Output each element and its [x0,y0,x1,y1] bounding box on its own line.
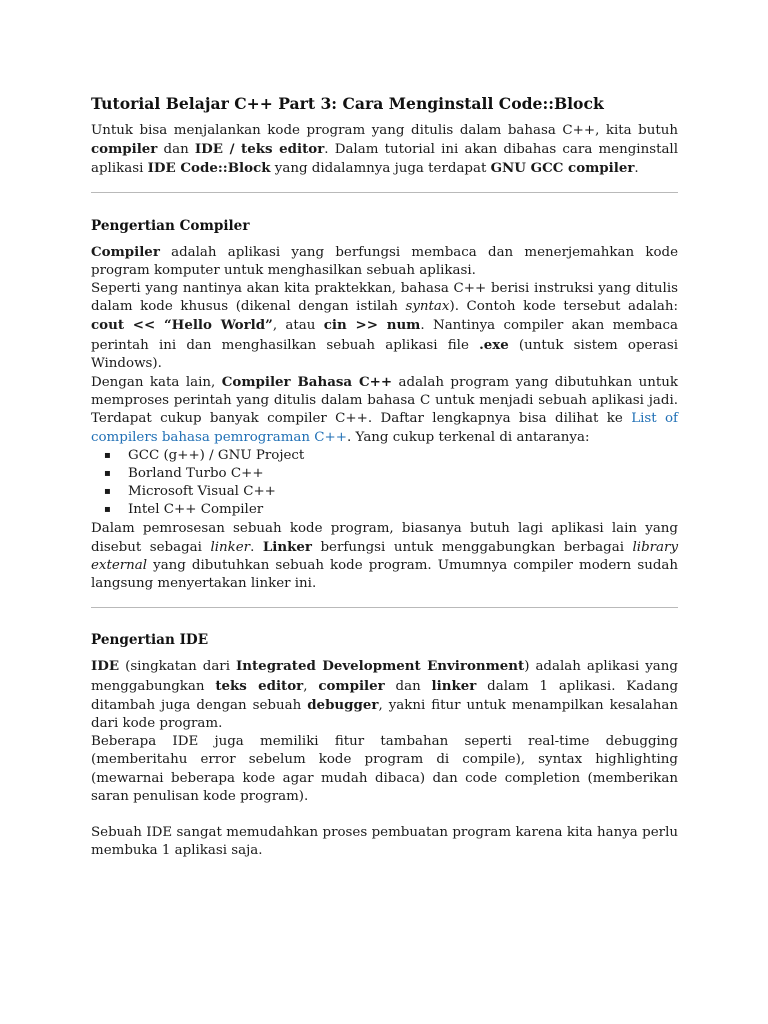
compiler-list [91,447,678,520]
article-body [91,94,678,861]
intro-paragraph: Untuk bisa menjalankan kode program yang ditulis dalam bahasa C++, kita butuh compiler dan IDE / teks editor. Dalam tutorial ini akan dibahas cara menginstall aplikasi IDE Code::Block yang didalamnya juga terdapat GNU GCC compiler. [91,123,678,177]
ide-paragraph-3: Sebuah IDE sangat memudahkan proses pembuatan program karena kita hanya perlu membuka 1 aplikasi saja. [91,825,678,859]
section-divider [91,192,678,193]
compiler-paragraph-2: Seperti yang nantinya akan kita praktekkan, bahasa C++ berisi instruksi yang ditulis dalam kode khusus (dikenal dengan istilah syntax). Contoh kode tersebut adalah: cout << “Hello World”, atau cin >> num. Nantinya compiler akan membaca perintah ini dan menghasilkan sebuah aplikasi file .exe (untuk sistem operasi Windows). [91,281,678,371]
list-item: ▪ Intel C++ Compiler [91,501,678,519]
section-divider [91,607,678,608]
article-title: Tutorial Belajar C++ Part 3: Cara Menginstall Code::Block [91,94,604,113]
compiler-paragraph-4: Dalam pemrosesan sebuah kode program, biasanya butuh lagi aplikasi lain yang disebut sebagai linker. Linker berfungsi untuk menggabungkan berbagai library external yang dibutuhkan sebuah kode program. Umumnya compiler modern sudah langsung menyertakan linker ini. [91,520,679,592]
ide-paragraph-1: IDE (singkatan dari Integrated Development Environment) adalah aplikasi yang menggabungkan teks editor, compiler dan linker dalam 1 aplikasi. Kadang ditambah juga dengan sebuah debugger, yakni fitur untuk menampilkan kesalahan dari kode program. [91,658,679,732]
list-item: ▪ Borland Turbo C++ [91,465,678,483]
compiler-paragraph-3: Dengan kata lain, Compiler Bahasa C++ adalah program yang dibutuhkan untuk memproses perintah yang ditulis dalam bahasa C untuk menjadi sebuah aplikasi jadi. Terdapat cukup banyak compiler C++. Daftar lengkapnya bisa dilihat ke List of compilers bahasa pemrograman C++. Yang cukup terkenal di antaranya: [91,374,679,445]
list-item: ▪ Microsoft Visual C++ [91,483,678,501]
compiler-heading: Pengertian Compiler [91,217,250,234]
ide-paragraph-2: Beberapa IDE juga memiliki fitur tambahan seperti real-time debugging (memberitahu error sebelum kode program di compile), syntax highlighting (mewarnai beberapa kode agar mudah dibaca) dan code completion (memberikan saran penulisan kode program). [91,734,678,804]
compilers-list-link[interactable]: List of compilers bahasa pemrograman C++ [91,411,679,445]
paragraph-gap [91,806,678,824]
list-item: ▪ GCC (g++) / GNU Project [91,447,678,465]
compiler-paragraph-1: Compiler adalah aplikasi yang berfungsi membaca dan menerjemahkan kode program komputer untuk menghasilkan sebuah aplikasi. [91,243,678,278]
ide-heading: Pengertian IDE [91,632,209,649]
